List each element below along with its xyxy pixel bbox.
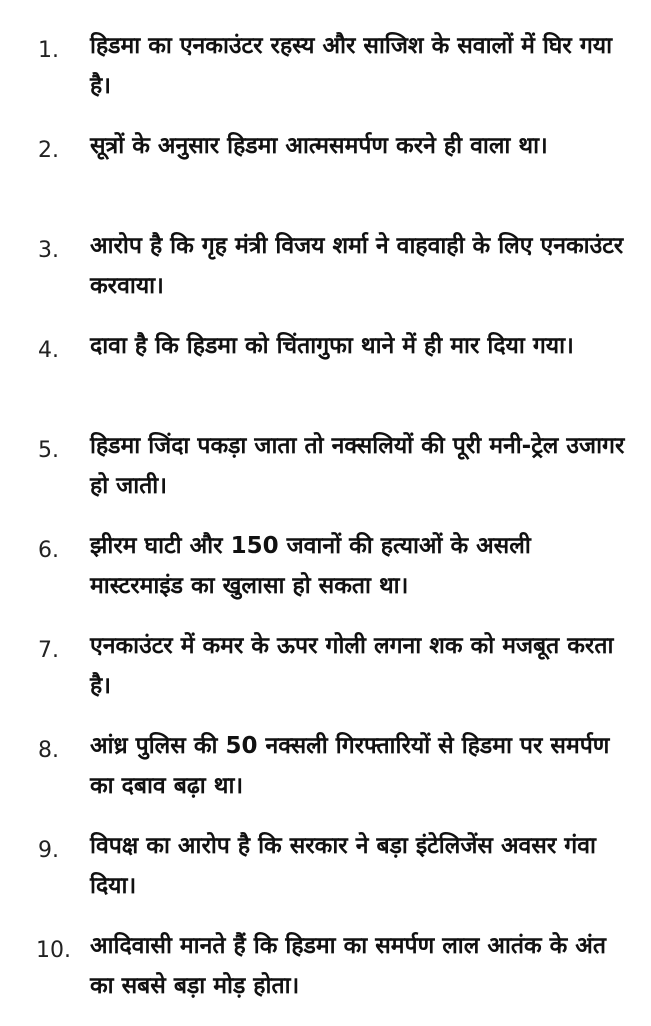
item-number: 4. bbox=[38, 338, 59, 363]
list-item bbox=[0, 26, 651, 126]
item-number: 5. bbox=[38, 438, 59, 463]
item-number: 9. bbox=[38, 838, 59, 863]
list-item bbox=[0, 626, 651, 726]
item-text: आदिवासी मानते हैं कि हिडमा का समर्पण लाल आतंक के अंत का सबसे बड़ा मोड़ होता। bbox=[90, 933, 606, 999]
list-item bbox=[0, 226, 651, 326]
item-number: 6. bbox=[38, 538, 59, 563]
item-number: 10. bbox=[36, 938, 71, 963]
item-text: विपक्ष का आरोप है कि सरकार ने बड़ा इंटेलिजेंस अवसर गंवा दिया। bbox=[90, 833, 596, 899]
item-number: 7. bbox=[38, 638, 59, 663]
item-text: आंध्र पुलिस की 50 नक्सली गिरफ्तारियों से हिडमा पर समर्पण का दबाव बढ़ा था। bbox=[90, 733, 610, 799]
item-text: सूत्रों के अनुसार हिडमा आत्मसमर्पण करने ही वाला था। bbox=[90, 133, 548, 159]
item-number: 3. bbox=[38, 238, 59, 263]
list-item bbox=[0, 926, 651, 1026]
item-text: हिडमा जिंदा पकड़ा जाता तो नक्सलियों की पूरी मनी-ट्रेल उजागर हो जाती। bbox=[90, 433, 625, 499]
list-item bbox=[0, 826, 651, 926]
item-text: एनकाउंटर में कमर के ऊपर गोली लगना शक को मजबूत करता है। bbox=[90, 633, 614, 699]
item-text: झीरम घाटी और 150 जवानों की हत्याओं के असली मास्टरमाइंड का खुलासा हो सकता था। bbox=[90, 533, 531, 599]
item-text: हिडमा का एनकाउंटर रहस्य और साजिश के सवालों में घिर गया है। bbox=[90, 33, 613, 99]
list-item bbox=[0, 426, 651, 526]
item-number: 8. bbox=[38, 738, 59, 763]
list-item bbox=[0, 326, 651, 426]
numbered-list bbox=[0, 26, 651, 1026]
list-item bbox=[0, 726, 651, 826]
item-number: 2. bbox=[38, 138, 59, 163]
list-item bbox=[0, 126, 651, 226]
list-item bbox=[0, 526, 651, 626]
item-text: आरोप है कि गृह मंत्री विजय शर्मा ने वाहवाही के लिए एनकाउंटर करवाया। bbox=[90, 233, 624, 299]
item-number: 1. bbox=[38, 38, 59, 63]
item-text: दावा है कि हिडमा को चिंतागुफा थाने में ही मार दिया गया। bbox=[90, 333, 574, 359]
